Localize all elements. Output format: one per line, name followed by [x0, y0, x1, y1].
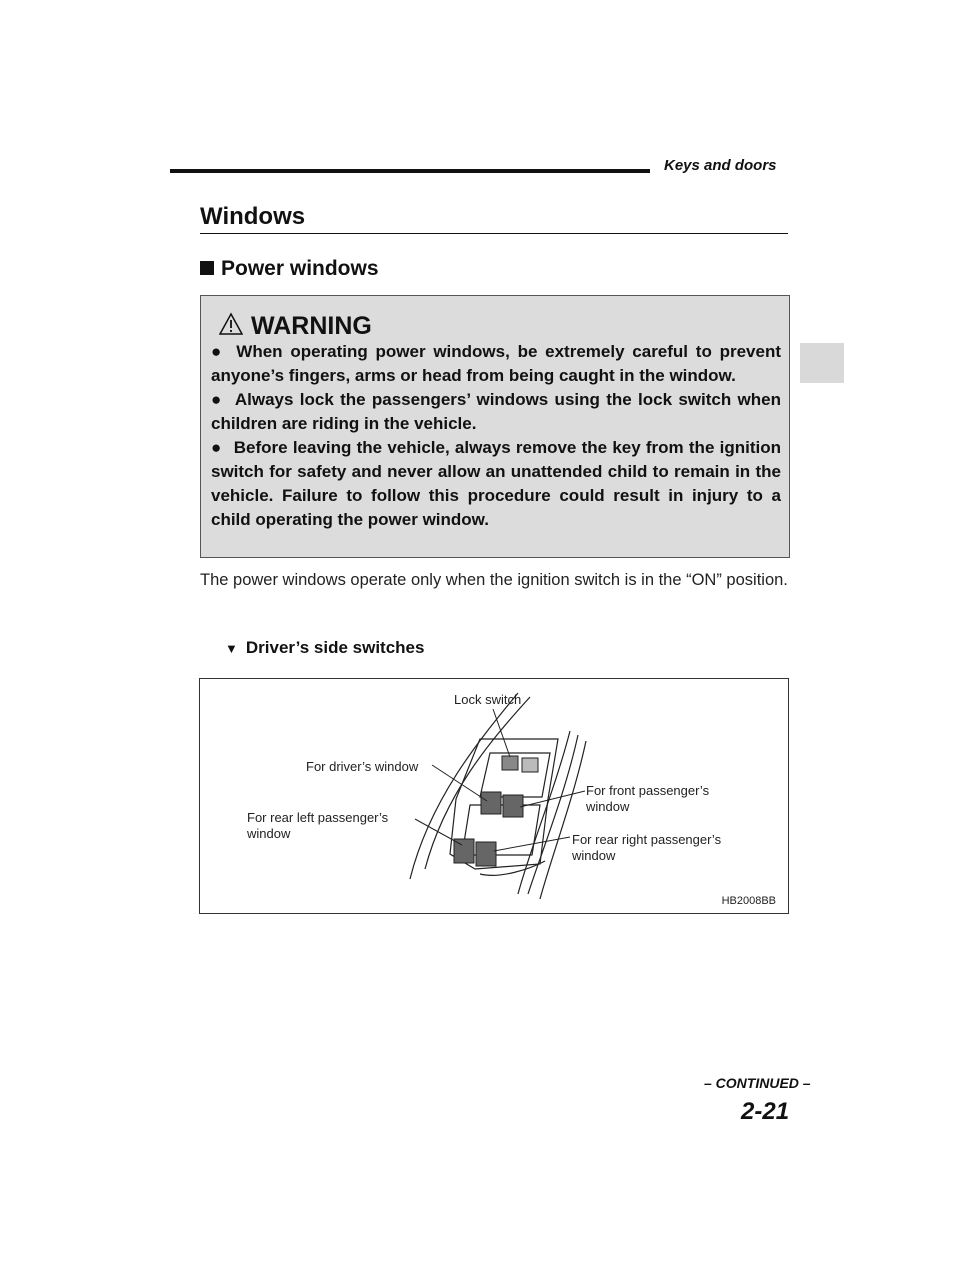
warning-item-text: When operating power windows, be extremely careful to prevent anyone’s fingers, arms or head from being caught in the window. [211, 342, 781, 385]
bullet-dot-icon: ● [211, 438, 222, 457]
figure-subheading [225, 638, 424, 658]
section-title: Keys and doors [664, 157, 777, 174]
warning-box [200, 295, 790, 558]
front-passenger-label: For front passenger’s window [586, 783, 710, 814]
section-subheading [200, 257, 379, 281]
subheading-text: Power windows [221, 257, 379, 280]
drivers-window-label: For driver’s window [306, 759, 419, 774]
warning-item [211, 436, 781, 532]
figure-code: HB2008BB [721, 895, 776, 907]
page-heading: Windows [200, 203, 306, 230]
bullet-dot-icon: ● [211, 342, 225, 361]
warning-header [211, 304, 781, 340]
warning-item-text: Before leaving the vehicle, always remove the key from the ignition switch for safety and never allow an unattended child to remain in the vehicle. Failure to follow this procedure could result in injury to a child operating the power window. [211, 438, 781, 529]
warning-item-text: Always lock the passengers’ windows using the lock switch when children are riding in the vehicle. [211, 390, 781, 433]
warning-item [211, 388, 781, 436]
switch-figure [199, 678, 789, 914]
rear-left-passenger-label: For rear left passenger’s window [247, 810, 389, 841]
lock-switch-label: Lock switch [454, 692, 522, 707]
warning-triangle-icon [219, 312, 243, 336]
square-bullet-icon [200, 261, 214, 275]
body-paragraph: The power windows operate only when the ignition switch is in the “ON” position. [200, 571, 788, 589]
subsubheading-text: Driver’s side switches [245, 638, 425, 657]
warning-title: WARNING [251, 312, 372, 340]
triangle-bullet-icon: ▼ [225, 641, 238, 656]
heading-rule [200, 233, 788, 234]
header-rule [170, 169, 650, 173]
warning-item [211, 340, 781, 388]
rear-right-passenger-label: For rear right passenger’s window [572, 832, 722, 863]
continued-note: – CONTINUED – [704, 1075, 811, 1091]
page-number: 2-21 [741, 1098, 790, 1125]
chapter-tab [800, 343, 844, 383]
bullet-dot-icon: ● [211, 390, 223, 409]
